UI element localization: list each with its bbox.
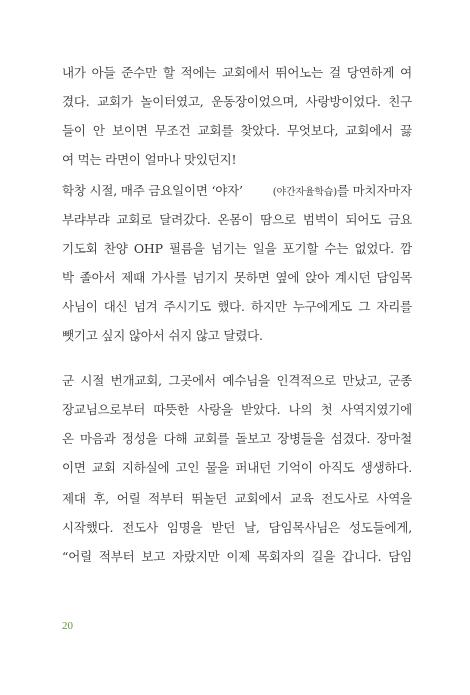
paragraph-4 <box>62 484 412 571</box>
text-line: 뺏기고 싶지 않아서 쉬지 않고 달렸다. <box>62 328 263 343</box>
page-number: 20 <box>62 620 73 632</box>
paragraph-3 <box>62 366 412 482</box>
text-line: 시작했다. 전도사 임명을 받던 날, 담임목사님은 성도들에게, <box>62 520 412 535</box>
text-line: 들이 안 보이면 무조건 교회를 찾았다. 무엇보다, 교회에서 끓 <box>62 123 412 138</box>
text-line: 박 졸아서 제때 가사를 넘기지 못하면 옆에 앉아 계시던 담임목 <box>62 270 412 285</box>
text-line-part: 학창 시절, 매주 금요일이면 ‘야자’ <box>62 183 243 198</box>
text-line: 군 시절 번개교회, 그곳에서 예수님을 인격적으로 만났고, 군종 <box>62 373 412 388</box>
text-line: 기도회 찬양 OHP 필름을 넘기는 일을 포기할 수는 없었다. 깜 <box>62 241 412 256</box>
text-line: 장교님으로부터 따뜻한 사랑을 받았다. 나의 첫 사역지였기에 <box>62 402 412 417</box>
text-line: 제대 후, 어릴 적부터 뛰놀던 교회에서 교육 전도사로 사역을 <box>62 491 412 506</box>
text-line: 내가 아들 준수만 할 적에는 교회에서 뛰어노는 걸 당연하게 여 <box>62 65 412 80</box>
text-line: 겼다. 교회가 놀이터였고, 운동장이었으며, 사랑방이었다. 친구 <box>62 94 412 109</box>
text-line <box>62 176 412 205</box>
text-line: 사님이 대신 넘겨 주시기도 했다. 하지만 누구에게도 그 자리를 <box>62 299 412 314</box>
text-line-annotation: (야간자율학습)를 마치자마자 <box>272 183 412 198</box>
text-line: 이면 교회 지하실에 고인 물을 퍼내던 기억이 아직도 생생하다. <box>62 460 412 475</box>
text-line: 여 먹는 라면이 얼마나 맛있던지! <box>62 152 237 167</box>
text-line: 온 마음과 정성을 다해 교회를 돌보고 장병들을 섬겼다. 장마철 <box>62 431 412 446</box>
paragraph-1 <box>62 58 412 174</box>
text-line: “어릴 적부터 보고 자랐지만 이제 목회자의 길을 갑니다. 담임 <box>62 549 412 564</box>
paragraph-2 <box>62 176 412 350</box>
text-line: 부랴부랴 교회로 달려갔다. 온몸이 땀으로 범벅이 되어도 금요 <box>62 212 412 227</box>
